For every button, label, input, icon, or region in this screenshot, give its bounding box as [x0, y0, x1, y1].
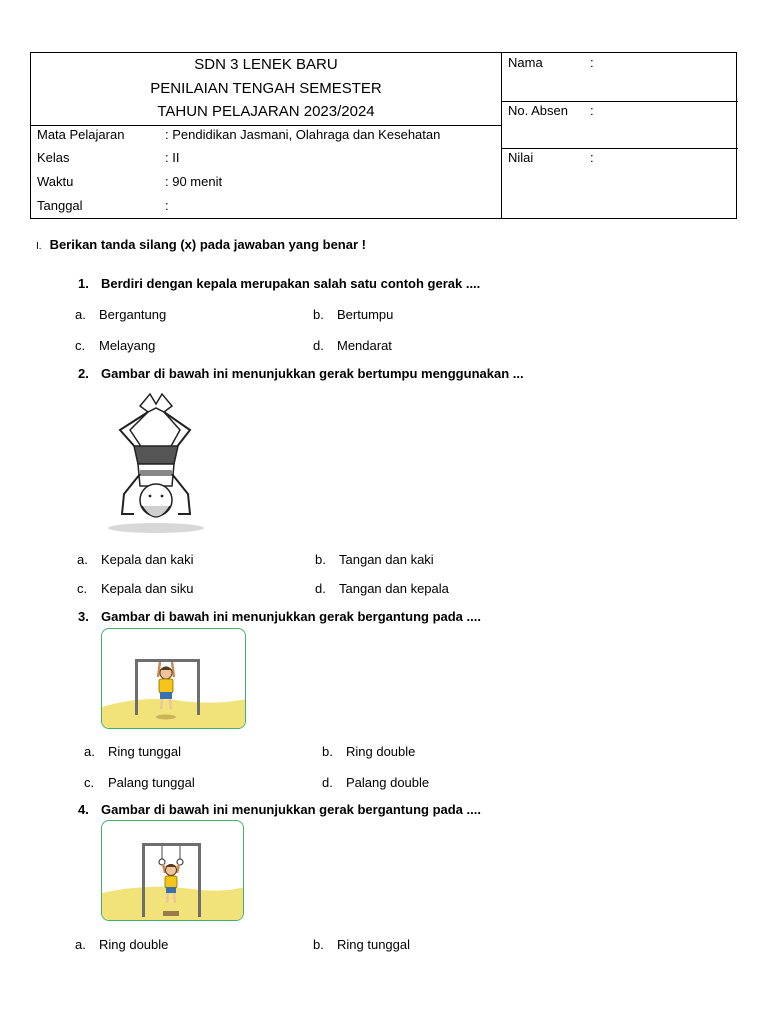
q4-option-a[interactable] — [75, 937, 168, 952]
q3-option-c[interactable] — [84, 775, 195, 790]
question-number: 2. — [78, 366, 89, 381]
name-field[interactable]: : — [590, 55, 594, 70]
question-2 — [78, 366, 524, 381]
question-1 — [78, 276, 480, 291]
q1-option-a[interactable] — [75, 307, 166, 322]
question-number: 1. — [78, 276, 89, 291]
option-letter: c. — [77, 581, 88, 596]
school-name: SDN 3 LENEK BARU — [194, 56, 338, 73]
option-text: Palang double — [346, 775, 430, 790]
headstand-illustration — [100, 390, 210, 536]
option-letter: b. — [313, 307, 324, 322]
date-label: Tanggal — [37, 198, 83, 213]
absent-number-label: No. Absen — [508, 103, 568, 118]
option-letter: b. — [313, 937, 324, 952]
header-divider-right-1 — [501, 101, 738, 102]
time-value: : 90 menit — [165, 174, 223, 189]
question-number: 4. — [78, 802, 89, 817]
subject-label: Mata Pelajaran — [37, 127, 125, 142]
q4-option-b[interactable] — [313, 937, 410, 952]
option-text: Palang tunggal — [108, 775, 195, 790]
option-letter: c. — [75, 338, 86, 353]
header-table — [30, 52, 737, 219]
rings-frame — [101, 820, 244, 921]
instruction-text: Berikan tanda silang (x) pada jawaban yang benar ! — [49, 237, 366, 252]
header-divider-left — [31, 125, 501, 126]
option-letter: c. — [84, 775, 95, 790]
option-letter: d. — [315, 581, 326, 596]
date-value: : — [165, 198, 169, 213]
q1-option-c[interactable] — [75, 338, 155, 353]
section-number: I. — [36, 241, 42, 252]
q1-option-b[interactable] — [313, 307, 393, 322]
q2-option-a[interactable] — [77, 552, 194, 567]
option-letter: a. — [84, 744, 95, 759]
option-letter: d. — [313, 338, 324, 353]
question-text: Gambar di bawah ini menunjukkan gerak bertumpu menggunakan ... — [101, 366, 524, 381]
class-label: Kelas — [37, 150, 70, 165]
option-text: Ring double — [99, 937, 169, 952]
q2-option-d[interactable] — [315, 581, 449, 596]
option-letter: b. — [315, 552, 326, 567]
option-text: Bertumpu — [337, 307, 394, 322]
academic-year: TAHUN PELAJARAN 2023/2024 — [157, 103, 375, 120]
section-instruction — [36, 237, 366, 252]
name-label: Nama — [508, 55, 543, 70]
q3-option-d[interactable] — [322, 775, 429, 790]
option-letter: d. — [322, 775, 333, 790]
horizontal-bar-frame — [101, 628, 246, 729]
option-text: Ring double — [346, 744, 416, 759]
q3-option-a[interactable] — [84, 744, 181, 759]
q2-option-c[interactable] — [77, 581, 194, 596]
question-text: Gambar di bawah ini menunjukkan gerak bergantung pada .... — [101, 802, 481, 817]
option-letter: a. — [75, 937, 86, 952]
question-number: 3. — [78, 609, 89, 624]
option-text: Kepala dan kaki — [101, 552, 194, 567]
option-letter: b. — [322, 744, 333, 759]
question-text: Gambar di bawah ini menunjukkan gerak bergantung pada .... — [101, 609, 481, 624]
q3-option-b[interactable] — [322, 744, 415, 759]
absent-number-field[interactable]: : — [590, 103, 594, 118]
class-value: : II — [165, 150, 180, 165]
exam-title: PENILAIAN TENGAH SEMESTER — [150, 80, 382, 97]
subject-value: : Pendidikan Jasmani, Olahraga dan Kesehatan — [165, 127, 441, 142]
score-field[interactable]: : — [590, 150, 594, 165]
option-text: Tangan dan kaki — [339, 552, 434, 567]
option-text: Kepala dan siku — [101, 581, 194, 596]
question-text: Berdiri dengan kepala merupakan salah satu contoh gerak .... — [101, 276, 481, 291]
time-label: Waktu — [37, 174, 74, 189]
q1-option-d[interactable] — [313, 338, 392, 353]
question-3 — [78, 609, 481, 624]
score-label: Nilai — [508, 150, 534, 165]
question-4 — [78, 802, 481, 817]
option-letter: a. — [75, 307, 86, 322]
horizontal-bar-illustration — [102, 629, 246, 729]
rings-illustration — [102, 821, 244, 921]
option-text: Ring tunggal — [108, 744, 181, 759]
option-letter: a. — [77, 552, 88, 567]
option-text: Tangan dan kepala — [339, 581, 449, 596]
option-text: Mendarat — [337, 338, 392, 353]
q2-option-b[interactable] — [315, 552, 434, 567]
option-text: Melayang — [99, 338, 156, 353]
header-divider-right-2 — [501, 148, 738, 149]
header-divider-vertical — [501, 53, 502, 218]
option-text: Ring tunggal — [337, 937, 410, 952]
option-text: Bergantung — [99, 307, 167, 322]
